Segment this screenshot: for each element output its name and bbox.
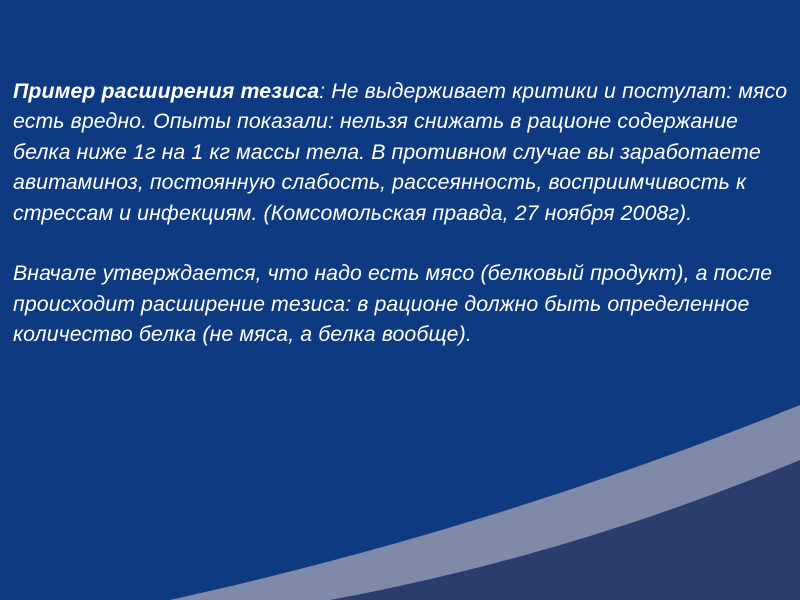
example-heading: Пример расширения тезиса <box>13 79 320 103</box>
slide-body-text <box>13 76 793 350</box>
explanation-paragraph: Вначале утверждается, что надо есть мясо (белковый продукт), а после происходит расширение тезиса: в рационе должно быть определенное количество белка (не мяса, а белка вообще). <box>13 261 773 347</box>
example-paragraph <box>13 76 793 228</box>
example-text: : Не выдерживает критики и постулат: мясо есть вредно. Опыты показали: нельзя снижать в рационе содержание белка ниже 1г на 1 кг массы тела. В противном случае вы заработаете авитаминоз, постоянную слабость, рассеянность, восприимчивость к стрессам и инфекциям. (Комсомольская правда, 27 ноября 2008г). <box>13 79 788 225</box>
